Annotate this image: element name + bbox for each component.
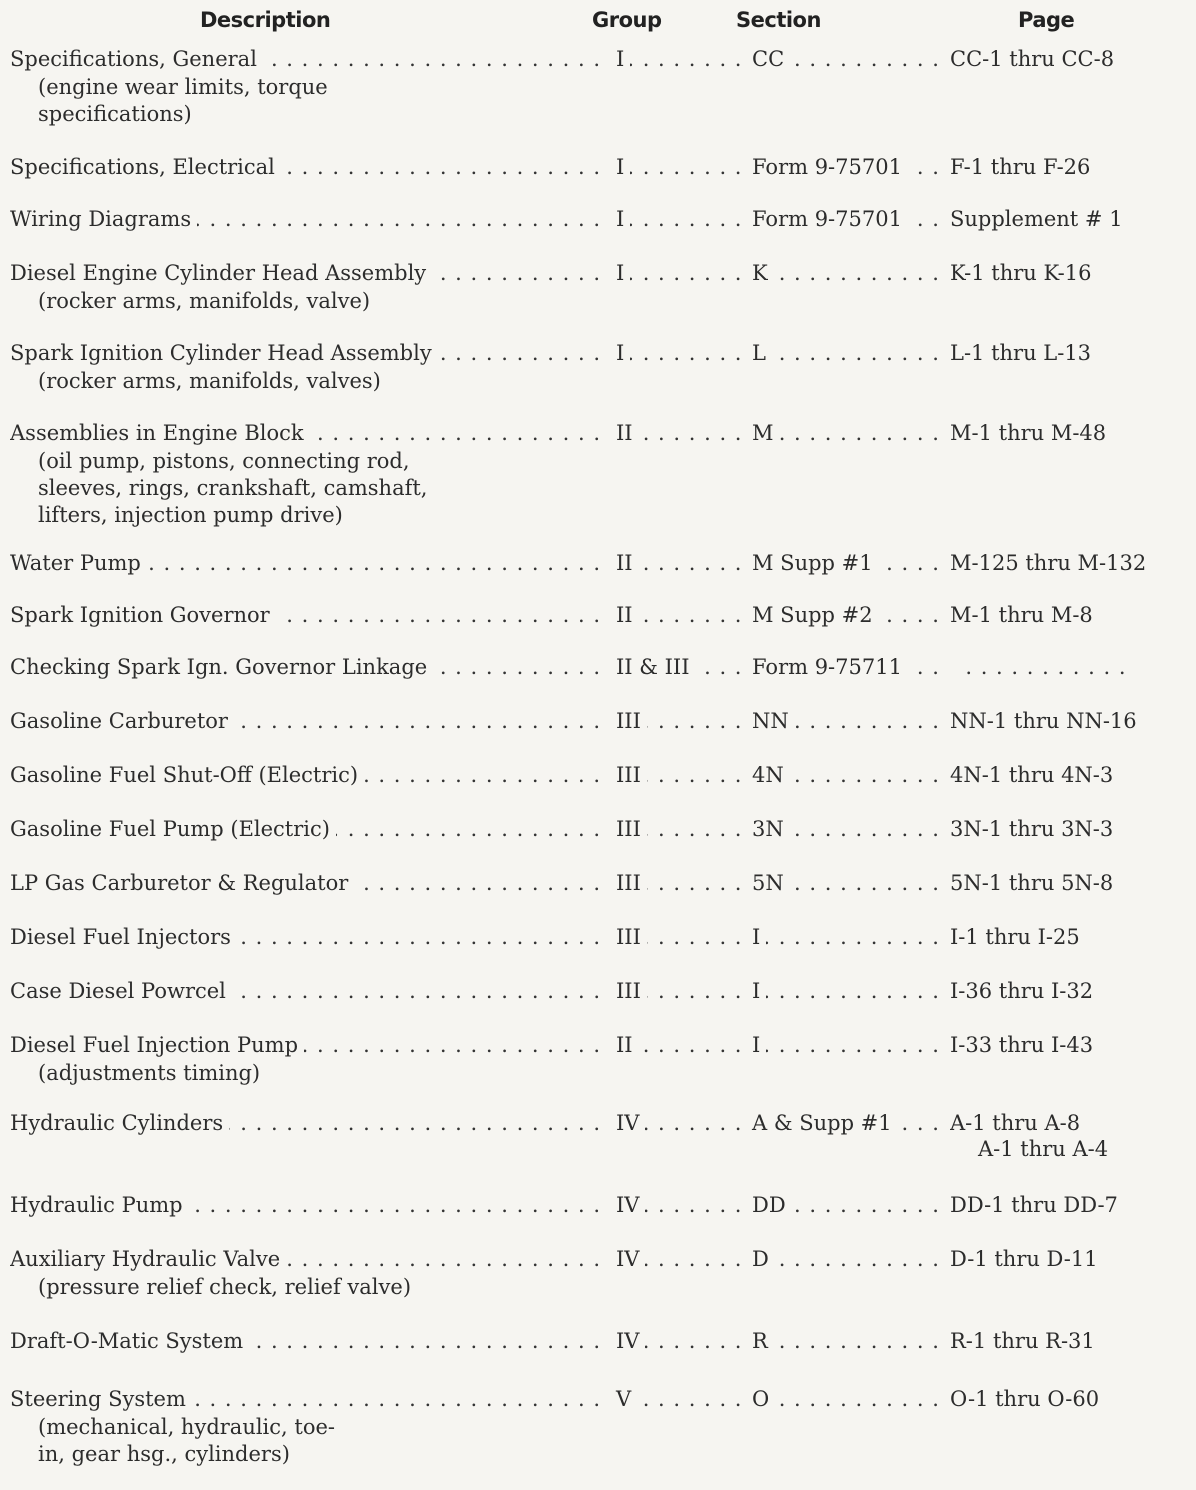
entry-group: I: [612, 261, 630, 285]
entry-description: Gasoline Fuel Pump (Electric): [10, 817, 336, 841]
entry-description: LP Gas Carburetor & Regulator: [10, 871, 354, 895]
entry-group: II: [612, 603, 639, 627]
entry-section-cell: [748, 204, 948, 234]
entry-group-cell: [612, 814, 748, 844]
entry-group-cell: [612, 258, 748, 288]
entry-row: [0, 548, 1196, 578]
entry-description: Diesel Fuel Injectors: [10, 925, 237, 949]
entry-section-cell: [748, 418, 948, 448]
entry-page-cell: [950, 338, 1150, 368]
entry-section-cell: [748, 706, 948, 736]
entry-group: II: [612, 1033, 639, 1057]
entry-page-cell: [950, 868, 1150, 898]
entry-subtopics: (rocker arms, manifolds, valve): [38, 289, 371, 313]
entry-description: Wiring Diagrams: [10, 207, 197, 231]
entry-page-cell: [950, 152, 1150, 182]
entry-section: I: [748, 1033, 766, 1057]
entry-group-cell: [612, 868, 748, 898]
entry-group-cell: [612, 1326, 748, 1356]
entry-group-cell: [612, 1030, 748, 1060]
entry-section: NN: [748, 709, 795, 733]
entry-section-cell: [748, 600, 948, 630]
entry-page-cell: [950, 548, 1150, 578]
entry-group-cell: [612, 760, 748, 790]
entry-section: CC: [748, 47, 790, 71]
entry-page: M-125 thru M-132: [950, 551, 1150, 575]
entry-group-cell: [612, 1108, 748, 1138]
entry-group-cell: [612, 1384, 748, 1414]
entry-row: [0, 1190, 1196, 1220]
entry-row: [0, 258, 1196, 288]
entry-page: M-1 thru M-48: [950, 421, 1112, 445]
entry-group: III: [612, 763, 647, 787]
column-headers: [0, 8, 1196, 42]
entry-section: M Supp #1: [748, 551, 879, 575]
entry-page-cell: [950, 922, 1150, 952]
entry-description-cell: [10, 152, 610, 182]
entry-page: NN-1 thru NN-16: [950, 709, 1143, 733]
entry-page-cell: [950, 1190, 1150, 1220]
entry-section: R: [748, 1329, 774, 1353]
entry-group-cell: [612, 706, 748, 736]
entry-group-cell: [612, 548, 748, 578]
entry-page-cell: [950, 1244, 1150, 1274]
entry-group-cell: [612, 338, 748, 368]
entry-page: I-1 thru I-25: [950, 925, 1086, 949]
entry-group: IV: [612, 1329, 645, 1353]
entry-page: [950, 655, 956, 679]
entry-section: M: [748, 421, 780, 445]
entry-row: [0, 418, 1196, 448]
entry-description-cell: [10, 1190, 610, 1220]
entry-subtopics: (rocker arms, manifolds, valves): [38, 369, 381, 393]
entry-group: IV: [612, 1193, 645, 1217]
entry-page-cell: [950, 1326, 1150, 1356]
header-page: Page: [1018, 8, 1075, 32]
header-section: Section: [736, 8, 821, 32]
entry-row: [0, 1030, 1196, 1060]
entry-description: Case Diesel Powrcel: [10, 979, 232, 1003]
entry-section-cell: [748, 1108, 948, 1138]
entry-group-cell: [612, 204, 748, 234]
entry-description: Gasoline Carburetor: [10, 709, 234, 733]
entry-description-cell: [10, 760, 610, 790]
entry-description: Hydraulic Cylinders: [10, 1111, 229, 1135]
entry-page: 5N-1 thru 5N-8: [950, 871, 1119, 895]
entry-page-cell: [950, 418, 1150, 448]
entry-row: [0, 1384, 1196, 1414]
entry-group-cell: [612, 1244, 748, 1274]
entry-section: M Supp #2: [748, 603, 879, 627]
entry-page-cell: [950, 760, 1150, 790]
entry-description: Gasoline Fuel Shut-Off (Electric): [10, 763, 364, 787]
entry-section: D: [748, 1247, 775, 1271]
entry-section-cell: [748, 548, 948, 578]
entry-description: Diesel Fuel Injection Pump: [10, 1033, 304, 1057]
entry-description: Spark Ignition Governor: [10, 603, 276, 627]
entry-page-cell: [950, 600, 1150, 630]
entry-description-cell: [10, 706, 610, 736]
entry-section-cell: [748, 44, 948, 74]
entry-page-cell: [950, 204, 1150, 234]
entry-group: I: [612, 47, 630, 71]
entry-group-cell: [612, 600, 748, 630]
entry-page: I-36 thru I-32: [950, 979, 1099, 1003]
entry-group-cell: [612, 976, 748, 1006]
entry-section-cell: [748, 652, 948, 682]
entry-page-cell: [950, 258, 1150, 288]
entry-description-cell: [10, 976, 610, 1006]
entry-page: DD-1 thru DD-7: [950, 1193, 1124, 1217]
entry-description-cell: [10, 204, 610, 234]
entry-description: Assemblies in Engine Block: [10, 421, 310, 445]
entry-page-cell: [950, 814, 1150, 844]
entry-section: I: [748, 979, 766, 1003]
header-group: Group: [592, 8, 662, 32]
entry-section-cell: [748, 814, 948, 844]
entry-row: [0, 1244, 1196, 1274]
entry-row: [0, 1326, 1196, 1356]
entry-description-cell: [10, 652, 610, 682]
entry-section: 3N: [748, 817, 790, 841]
entry-page: 3N-1 thru 3N-3: [950, 817, 1119, 841]
entry-section: A & Supp #1: [748, 1111, 898, 1135]
entry-section: 4N: [748, 763, 790, 787]
entry-group: IV: [612, 1111, 645, 1135]
entry-description-cell: [10, 1244, 610, 1274]
entry-row: [0, 204, 1196, 234]
entry-page: 4N-1 thru 4N-3: [950, 763, 1119, 787]
entry-group: III: [612, 979, 647, 1003]
entry-description: Hydraulic Pump: [10, 1193, 189, 1217]
entry-group-cell: [612, 418, 748, 448]
entry-row: [0, 152, 1196, 182]
entry-description-cell: [10, 922, 610, 952]
entry-description: Checking Spark Ign. Governor Linkage: [10, 655, 433, 679]
entry-page-cell: [950, 1384, 1150, 1414]
entry-description-cell: [10, 548, 610, 578]
entry-section-cell: [748, 1384, 948, 1414]
entry-page: CC-1 thru CC-8: [950, 47, 1120, 71]
entry-group-cell: [612, 922, 748, 952]
entry-section: Form 9-75701: [748, 207, 908, 231]
entry-page-secondary: A-1 thru A-4: [978, 1137, 1109, 1161]
entry-group: I: [612, 155, 630, 179]
entry-description-cell: [10, 1384, 610, 1414]
entry-section: 5N: [748, 871, 790, 895]
entry-page-cell: [950, 44, 1150, 74]
entry-group-cell: [612, 44, 748, 74]
entry-row: [0, 868, 1196, 898]
entry-group: V: [612, 1387, 637, 1411]
entry-section: O: [748, 1387, 775, 1411]
entry-description: Diesel Engine Cylinder Head Assembly: [10, 261, 432, 285]
entry-group: III: [612, 709, 647, 733]
entry-group-cell: [612, 152, 748, 182]
entry-section-cell: [748, 976, 948, 1006]
entry-description-cell: [10, 418, 610, 448]
header-description: Description: [200, 8, 331, 32]
entry-description-cell: [10, 1030, 610, 1060]
entry-page-cell: [950, 976, 1150, 1006]
entry-description-cell: [10, 44, 610, 74]
entry-section: DD: [748, 1193, 792, 1217]
entry-row: [0, 600, 1196, 630]
entry-section: K: [748, 261, 774, 285]
entry-row: [0, 652, 1196, 682]
entry-row: [0, 922, 1196, 952]
entry-description: Auxiliary Hydraulic Valve: [10, 1247, 286, 1271]
entry-section-cell: [748, 1244, 948, 1274]
entry-row: [0, 814, 1196, 844]
entry-section: I: [748, 925, 766, 949]
entry-subtopics: (adjustments timing): [38, 1061, 261, 1085]
entry-row: [0, 976, 1196, 1006]
entry-section-cell: [748, 152, 948, 182]
entry-page: A-1 thru A-8: [950, 1111, 1086, 1135]
entry-page: O-1 thru O-60: [950, 1387, 1105, 1411]
entry-description: Specifications, Electrical: [10, 155, 281, 179]
entry-page: M-1 thru M-8: [950, 603, 1099, 627]
entry-row: [0, 338, 1196, 368]
entry-row: [0, 1108, 1196, 1138]
entry-description: Spark Ignition Cylinder Head Assembly: [10, 341, 438, 365]
entry-subtopics: (engine wear limits, torque specifications): [38, 75, 328, 126]
entry-page: I-33 thru I-43: [950, 1033, 1099, 1057]
entry-group: III: [612, 925, 647, 949]
entry-group-cell: [612, 1190, 748, 1220]
entry-page: K-1 thru K-16: [950, 261, 1097, 285]
entry-section: Form 9-75701: [748, 155, 908, 179]
entry-description: Steering System: [10, 1387, 192, 1411]
entry-description-cell: [10, 868, 610, 898]
entry-page: Supplement # 1: [950, 207, 1129, 231]
entry-description-cell: [10, 600, 610, 630]
entry-section-cell: [748, 760, 948, 790]
entry-section: Form 9-75711: [748, 655, 908, 679]
entry-section-cell: [748, 868, 948, 898]
entry-section-cell: [748, 1190, 948, 1220]
entry-page-cell: [950, 1108, 1150, 1138]
entry-page: D-1 thru D-11: [950, 1247, 1104, 1271]
entry-subtopics: (oil pump, pistons, connecting rod, sleeves, rings, crankshaft, camshaft, lifters, injection pump drive): [38, 449, 428, 527]
entry-page: F-1 thru F-26: [950, 155, 1096, 179]
entry-group: II & III: [612, 655, 696, 679]
entry-group: III: [612, 817, 647, 841]
entry-page-cell: [950, 652, 1130, 682]
entry-group: I: [612, 341, 630, 365]
entry-description-cell: [10, 258, 610, 288]
entry-page-cell: [950, 706, 1150, 736]
entry-group: IV: [612, 1247, 645, 1271]
entry-section-cell: [748, 338, 948, 368]
entry-group: I: [612, 207, 630, 231]
entry-page-cell: [950, 1030, 1150, 1060]
entry-description: Water Pump: [10, 551, 147, 575]
entry-description-cell: [10, 814, 610, 844]
entry-group: II: [612, 421, 639, 445]
entry-page: R-1 thru R-31: [950, 1329, 1101, 1353]
entry-group: III: [612, 871, 647, 895]
entry-page: L-1 thru L-13: [950, 341, 1097, 365]
entry-section-cell: [748, 1326, 948, 1356]
entry-description: Specifications, General: [10, 47, 263, 71]
entry-section-cell: [748, 1030, 948, 1060]
entry-subtopics: (mechanical, hydraulic, toe- in, gear hsg., cylinders): [38, 1415, 335, 1466]
entry-row: [0, 44, 1196, 74]
entry-description-cell: [10, 338, 610, 368]
entry-section: L: [748, 341, 772, 365]
entry-row: [0, 706, 1196, 736]
entry-group: II: [612, 551, 639, 575]
entry-section-cell: [748, 922, 948, 952]
entry-row: [0, 760, 1196, 790]
entry-description-cell: [10, 1326, 610, 1356]
entry-description-cell: [10, 1108, 610, 1138]
entry-subtopics: (pressure relief check, relief valve): [38, 1275, 412, 1299]
entry-section-cell: [748, 258, 948, 288]
entry-group-cell: [612, 652, 748, 682]
entry-description: Draft-O-Matic System: [10, 1329, 249, 1353]
